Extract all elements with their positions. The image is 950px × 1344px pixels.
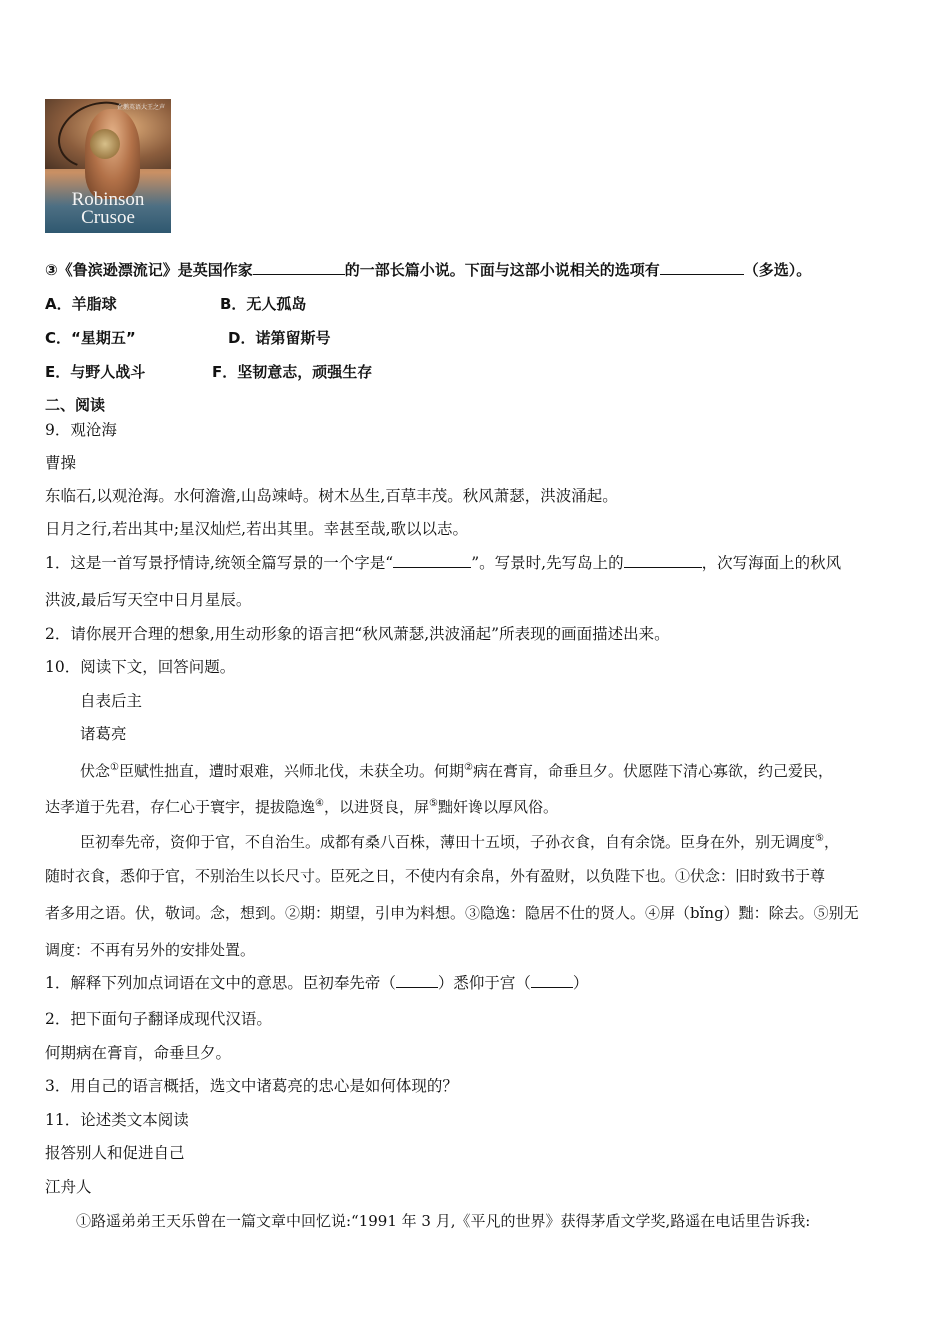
q10-para1-line2	[45, 794, 558, 817]
q10-sub1	[45, 973, 588, 993]
q10-blank-1[interactable]	[396, 973, 438, 988]
q10-text-title: 自表后主	[80, 692, 143, 710]
note-marker-1: ①	[110, 762, 119, 773]
q3-stem	[45, 260, 811, 280]
q3-option-a: A．羊脂球	[45, 295, 117, 313]
q3-blank-author[interactable]	[253, 260, 345, 275]
q9-sub1-part3: ，次写海面上的秋风	[701, 554, 842, 572]
q3-option-row3	[45, 362, 373, 382]
q10-sub2-sentence: 何期病在膏肓，命垂旦夕。	[45, 1044, 232, 1062]
q10-p1-text-b: 臣赋性拙直，遭时艰难，兴师北伐，未获全功。何期	[118, 762, 464, 780]
cover-top-text: 企鹅英语大王之声	[116, 104, 165, 111]
q3-stem-part3: （多选）。	[743, 261, 812, 279]
q9-sub1	[45, 553, 841, 573]
q3-option-f: F．坚韧意志，顽强生存	[212, 363, 373, 381]
q10-para2-line2: 随时衣食，悉仰于官，不别治生以长尺寸。臣死之日，不使内有余帛，外有盈财，以负陛下也。①伏念：旧时致书于尊	[45, 867, 826, 885]
q10-para1-line1	[80, 758, 833, 781]
q10-p1l2-text-c: 黜奸谗以厚风俗。	[437, 798, 558, 816]
q10-p1-text-a: 伏念	[80, 762, 111, 780]
book-cover-image	[45, 99, 171, 233]
q3-blank-options[interactable]	[660, 260, 744, 275]
q10-para2-line1	[80, 829, 839, 852]
q10-sub2: 2．把下面句子翻译成现代汉语。	[45, 1010, 272, 1028]
note-marker-5: ⑤	[429, 798, 438, 809]
q9-sub1-part1: 1．这是一首写景抒情诗,统领全篇写景的一个字是“	[45, 554, 394, 572]
q9-blank-island[interactable]	[624, 553, 702, 568]
note-marker-5b: ⑤	[815, 833, 824, 844]
q10-sub1-part1: 1．解释下列加点词语在文中的意思。臣初奉先帝（	[45, 974, 396, 992]
q3-option-row2	[45, 328, 331, 348]
q11-author: 江舟人	[45, 1178, 92, 1196]
q9-blank-keyword[interactable]	[393, 553, 471, 568]
q9-sub1-cont: 洪波,最后写天空中日月星辰。	[45, 591, 252, 609]
q9-sub2: 2．请你展开合理的想象,用生动形象的语言把“秋风萧瑟,洪波涌起”所表现的画面描述出来。	[45, 625, 670, 643]
q10-p1l2-text-b: ，以进贤良，屏	[323, 798, 429, 816]
q10-sub1-part3: ）	[572, 974, 589, 992]
q11-para1: ①路遥弟弟王天乐曾在一篇文章中回忆说:“1991 年 3 月,《平凡的世界》获得茅盾文学奖,路遥在电话里告诉我:	[76, 1212, 811, 1230]
q3-option-b: B．无人孤岛	[220, 295, 307, 313]
cover-title-line1: Robinson	[71, 189, 145, 210]
q10-p2-text-a: 臣初奉先帝，资仰于官，不自治生。成都有桑八百株，薄田十五顷，子孙衣食，自有余饶。臣身在外，别无调度	[80, 833, 816, 851]
q11-title: 11．论述类文本阅读	[45, 1111, 189, 1129]
q3-stem-part2: 的一部长篇小说。下面与这部小说相关的选项有	[344, 261, 660, 279]
q11-text-title: 报答别人和促进自己	[45, 1144, 185, 1162]
cover-title-line2: Crusoe	[81, 207, 135, 228]
q10-para2-line4: 调度：不再有另外的安排处置。	[45, 941, 256, 959]
q10-para2-line3: 者多用之语。伏，敬词。念，想到。②期：期望，引申为料想。③隐逸：隐居不仕的贤人。④屏（bǐng）黜：除去。⑤别无	[45, 904, 859, 922]
q10-p1l2-text-a: 达孝道于先君，存仁心于寰宇，提拔隐逸	[45, 798, 316, 816]
q10-p2-text-b: ，	[823, 833, 839, 851]
q3-option-e: E．与野人战斗	[45, 363, 146, 381]
q9-poem-line2: 日月之行,若出其中;星汉灿烂,若出其里。幸甚至哉,歌以以志。	[45, 520, 469, 538]
note-marker-2: ②	[464, 762, 473, 773]
section-heading-reading: 二、阅读	[45, 396, 106, 414]
q9-poem-line1: 东临石,以观沧海。水何澹澹,山岛竦峙。树木丛生,百草丰茂。秋风萧瑟，洪波涌起。	[45, 487, 618, 505]
q10-sub1-part2: ）悉仰于宫（	[437, 974, 531, 992]
q10-title: 10．阅读下文，回答问题。	[45, 658, 236, 676]
q10-blank-2[interactable]	[531, 973, 573, 988]
q9-author: 曹操	[45, 454, 77, 472]
q3-option-row1	[45, 294, 307, 314]
q10-p1-text-c: 病在膏肓，命垂旦夕。伏愿陛下清心寡欲，约己爱民，	[472, 762, 833, 780]
q3-option-c: C．“星期五”	[45, 329, 136, 347]
q10-sub3: 3．用自己的语言概括，选文中诸葛亮的忠心是如何体现的？	[45, 1077, 458, 1095]
q3-option-d: D．诺第留斯号	[228, 329, 331, 347]
note-marker-4: ④	[315, 798, 324, 809]
q9-title: 9．观沧海	[45, 421, 117, 439]
q3-stem-part1: ③《鲁滨逊漂流记》是英国作家	[45, 261, 253, 279]
q9-sub1-part2: ”。写景时,先写岛上的	[471, 554, 624, 572]
q10-author: 诸葛亮	[80, 725, 127, 743]
